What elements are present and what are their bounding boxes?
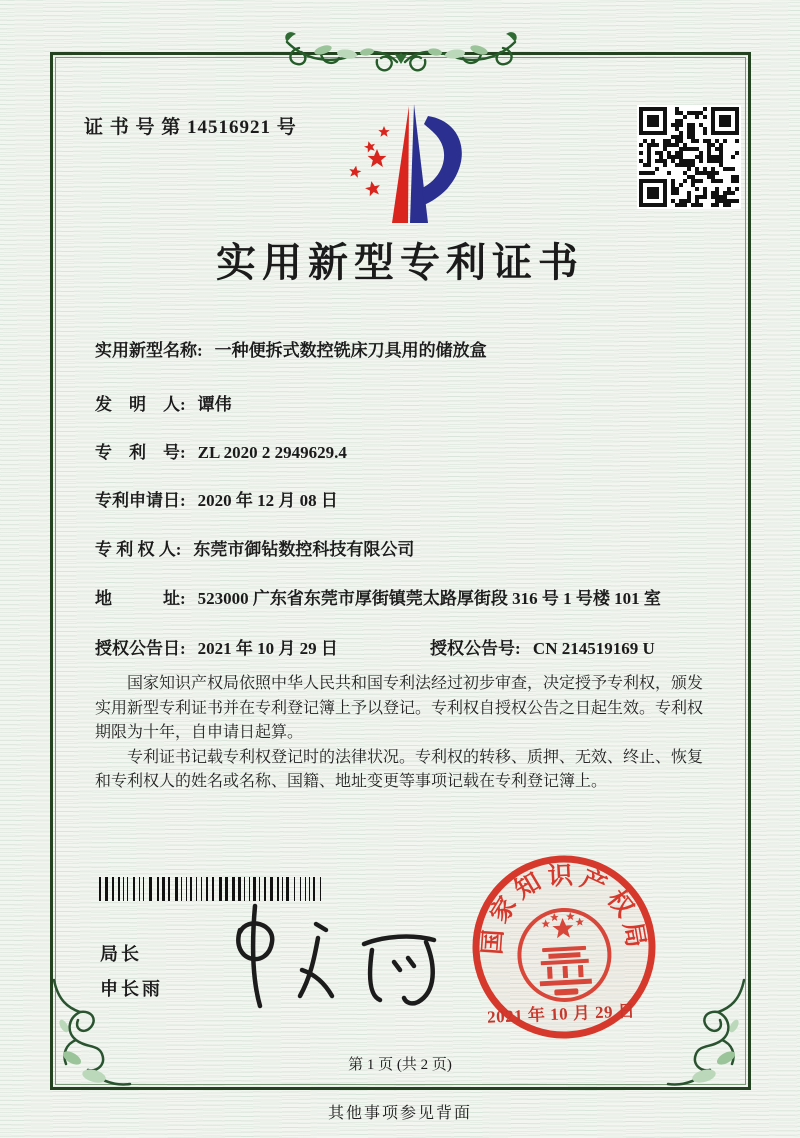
- field-value: ZL 2020 2 2949629.4: [197, 443, 347, 462]
- field-row-grant-date: [95, 636, 715, 661]
- field-value: CN 214519169 U: [532, 639, 655, 658]
- field-value: 2021 年 10 月 29 日: [197, 639, 338, 658]
- svg-text:权: 权: [601, 885, 639, 923]
- field-row-patentee: [95, 537, 715, 562]
- seal-date: 2021 年 10 月 29 日: [486, 1001, 636, 1027]
- svg-text:家: 家: [485, 892, 523, 928]
- field-label: 实用新型名称:: [95, 341, 203, 360]
- field-label: 发 明 人:: [95, 395, 186, 414]
- field-row-filing-date: [95, 488, 715, 513]
- svg-text:局: 局: [617, 920, 649, 950]
- field-label: 专利申请日:: [95, 491, 186, 510]
- field-value: 2020 年 12 月 08 日: [197, 491, 338, 510]
- field-label: 授权公告号:: [430, 639, 521, 658]
- field-row-name: [95, 338, 715, 363]
- qr-code: [637, 105, 741, 209]
- legal-paragraph-1: 国家知识产权局依照中华人民共和国专利法经过初步审查，决定授予专利权，颁发实用新型专利证书并在专利登记簿上予以登记。专利权自授权公告之日起生效。专利权期限为十年，自申请日起算。: [95, 675, 704, 741]
- director-title: 局长: [100, 944, 142, 964]
- legal-text: [95, 672, 713, 795]
- certificate-title: 实用新型专利证书: [216, 240, 584, 285]
- field-value: 东莞市御钻数控科技有限公司: [193, 540, 415, 559]
- field-row-patent-no: [95, 440, 715, 465]
- svg-text:国: 国: [479, 928, 509, 956]
- field-value: 523000 广东省东莞市厚街镇莞太路厚街段 316 号 1 号楼 101 室: [197, 589, 661, 608]
- svg-text:知: 知: [510, 868, 546, 905]
- director-signature-icon: [222, 900, 472, 1012]
- field-label: 专 利 号:: [95, 443, 186, 462]
- field-row-inventor: [95, 392, 715, 417]
- legal-paragraph-2: 专利证书记载专利权登记时的法律状况。专利权的转移、质押、无效、终止、恢复和专利权人的姓名或名称、国籍、地址变更等事项记载在专利登记簿上。: [95, 748, 704, 790]
- top-ornament-icon: [281, 24, 521, 76]
- svg-text:产: 产: [576, 865, 611, 901]
- director-name: 申长雨: [100, 979, 163, 999]
- barcode: [99, 877, 321, 901]
- back-note: 其他事项参见背面: [327, 1105, 472, 1122]
- field-label: 专 利 权 人:: [95, 540, 182, 559]
- page-number: 第 1 页 (共 2 页): [348, 1057, 452, 1073]
- field-value: 一种便拆式数控铣床刀具用的储放盒: [214, 341, 487, 360]
- field-label: 地 址:: [95, 589, 186, 608]
- cnipa-logo-icon: [340, 96, 480, 228]
- certificate-number: 证 书 号 第 14516921 号: [84, 117, 297, 138]
- field-label: 授权公告日:: [95, 639, 186, 658]
- field-value: 谭伟: [197, 395, 232, 414]
- svg-text:识: 识: [547, 862, 574, 891]
- corner-ornament-icon: [666, 978, 756, 1093]
- field-grant-number: [430, 636, 655, 661]
- field-row-address: [95, 586, 715, 611]
